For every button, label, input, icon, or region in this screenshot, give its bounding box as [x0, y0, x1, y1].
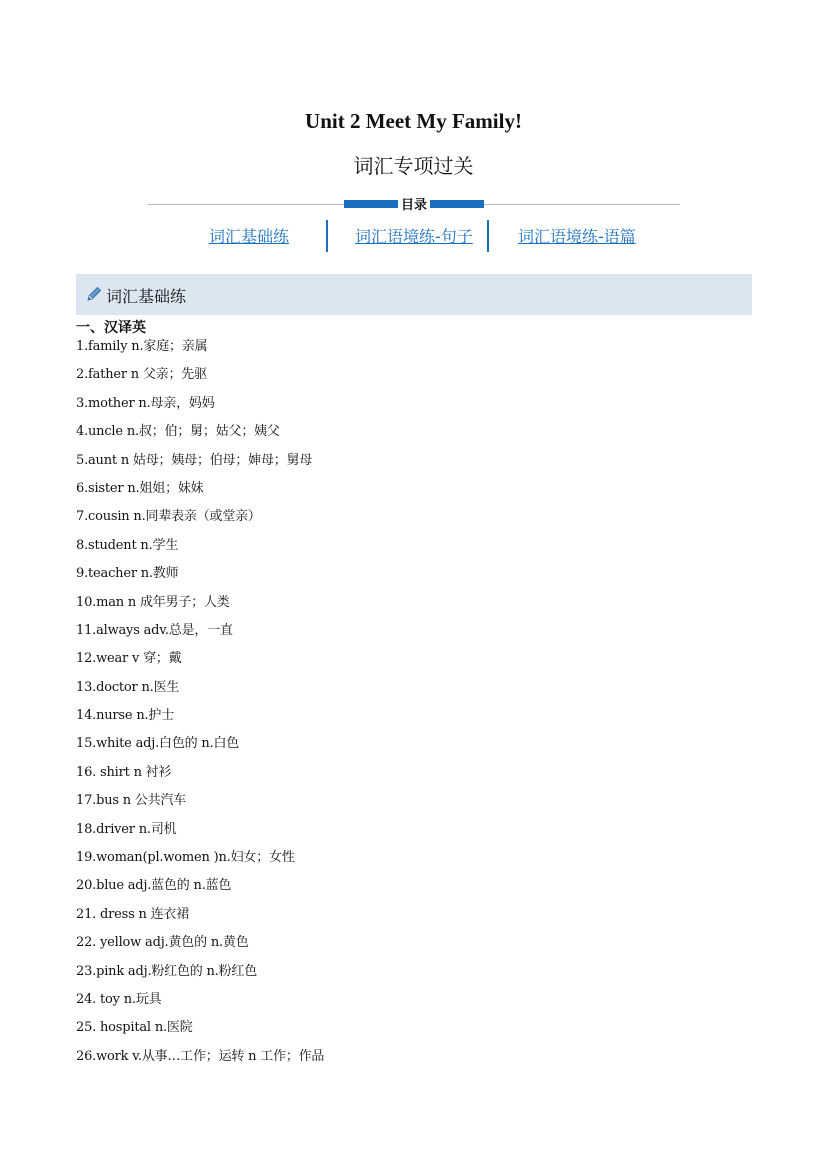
- section-title: 词汇基础练: [106, 287, 187, 306]
- list-item: 7.cousin n.同辈表亲（或堂亲）: [76, 509, 261, 525]
- list-item: 8.student n.学生: [76, 537, 179, 553]
- list-item: 2.father n 父亲；先驱: [76, 367, 207, 383]
- list-item: 21. dress n 连衣裙: [76, 906, 190, 922]
- toc-label: 目录: [398, 194, 430, 213]
- toc-link-passage[interactable]: 词汇语境练-语篇: [518, 227, 636, 246]
- pencil-icon: [86, 286, 102, 302]
- list-item: 6.sister n.姐姐；妹妹: [76, 480, 204, 496]
- list-item: 25. hospital n.医院: [76, 1020, 193, 1036]
- list-item: 14.nurse n.护士: [76, 708, 175, 724]
- list-item: 26.work v.从事…工作；运转 n 工作；作品: [76, 1048, 325, 1064]
- toc-accent-bar-right: [430, 200, 484, 208]
- toc-separator: [326, 220, 328, 252]
- toc-link-basic[interactable]: 词汇基础练: [209, 227, 290, 246]
- part-heading: 一、汉译英: [76, 320, 146, 336]
- section-header: [76, 274, 752, 315]
- list-item: 16. shirt n 衬衫: [76, 764, 172, 780]
- page-title: Unit 2 Meet My Family!: [305, 109, 522, 133]
- list-item: 19.woman(pl.women )n.妇女；女性: [76, 850, 295, 866]
- list-item: 3.mother n.母亲，妈妈: [76, 395, 215, 411]
- toc-separator: [487, 220, 489, 252]
- vocab-list: [76, 333, 324, 1071]
- list-item: 4.uncle n.叔；伯；舅；姑父；姨父: [76, 424, 280, 440]
- list-item: 15.white adj.白色的 n.白色: [76, 736, 240, 752]
- list-item: 12.wear v 穿；戴: [76, 651, 182, 667]
- toc-accent-bar-left: [344, 200, 398, 208]
- toc-link-sentence[interactable]: 词汇语境练-句子: [355, 227, 473, 246]
- page-subtitle: 词汇专项过关: [353, 154, 474, 178]
- list-item: 20.blue adj.蓝色的 n.蓝色: [76, 878, 232, 894]
- list-item: 22. yellow adj.黄色的 n.黄色: [76, 935, 249, 951]
- list-item: 24. toy n.玩具: [76, 991, 162, 1007]
- list-item: 17.bus n 公共汽车: [76, 793, 187, 809]
- list-item: 1.family n.家庭；亲属: [76, 339, 208, 354]
- list-item: 13.doctor n.医生: [76, 679, 180, 695]
- list-item: 5.aunt n 姑母；姨母；伯母；婶母；舅母: [76, 452, 313, 468]
- list-item: 11.always adv.总是，一直: [76, 622, 233, 638]
- list-item: 10.man n 成年男子；人类: [76, 594, 230, 610]
- list-item: 9.teacher n.教师: [76, 566, 179, 582]
- list-item: 23.pink adj.粉红色的 n.粉红色: [76, 963, 258, 979]
- list-item: 18.driver n.司机: [76, 821, 177, 837]
